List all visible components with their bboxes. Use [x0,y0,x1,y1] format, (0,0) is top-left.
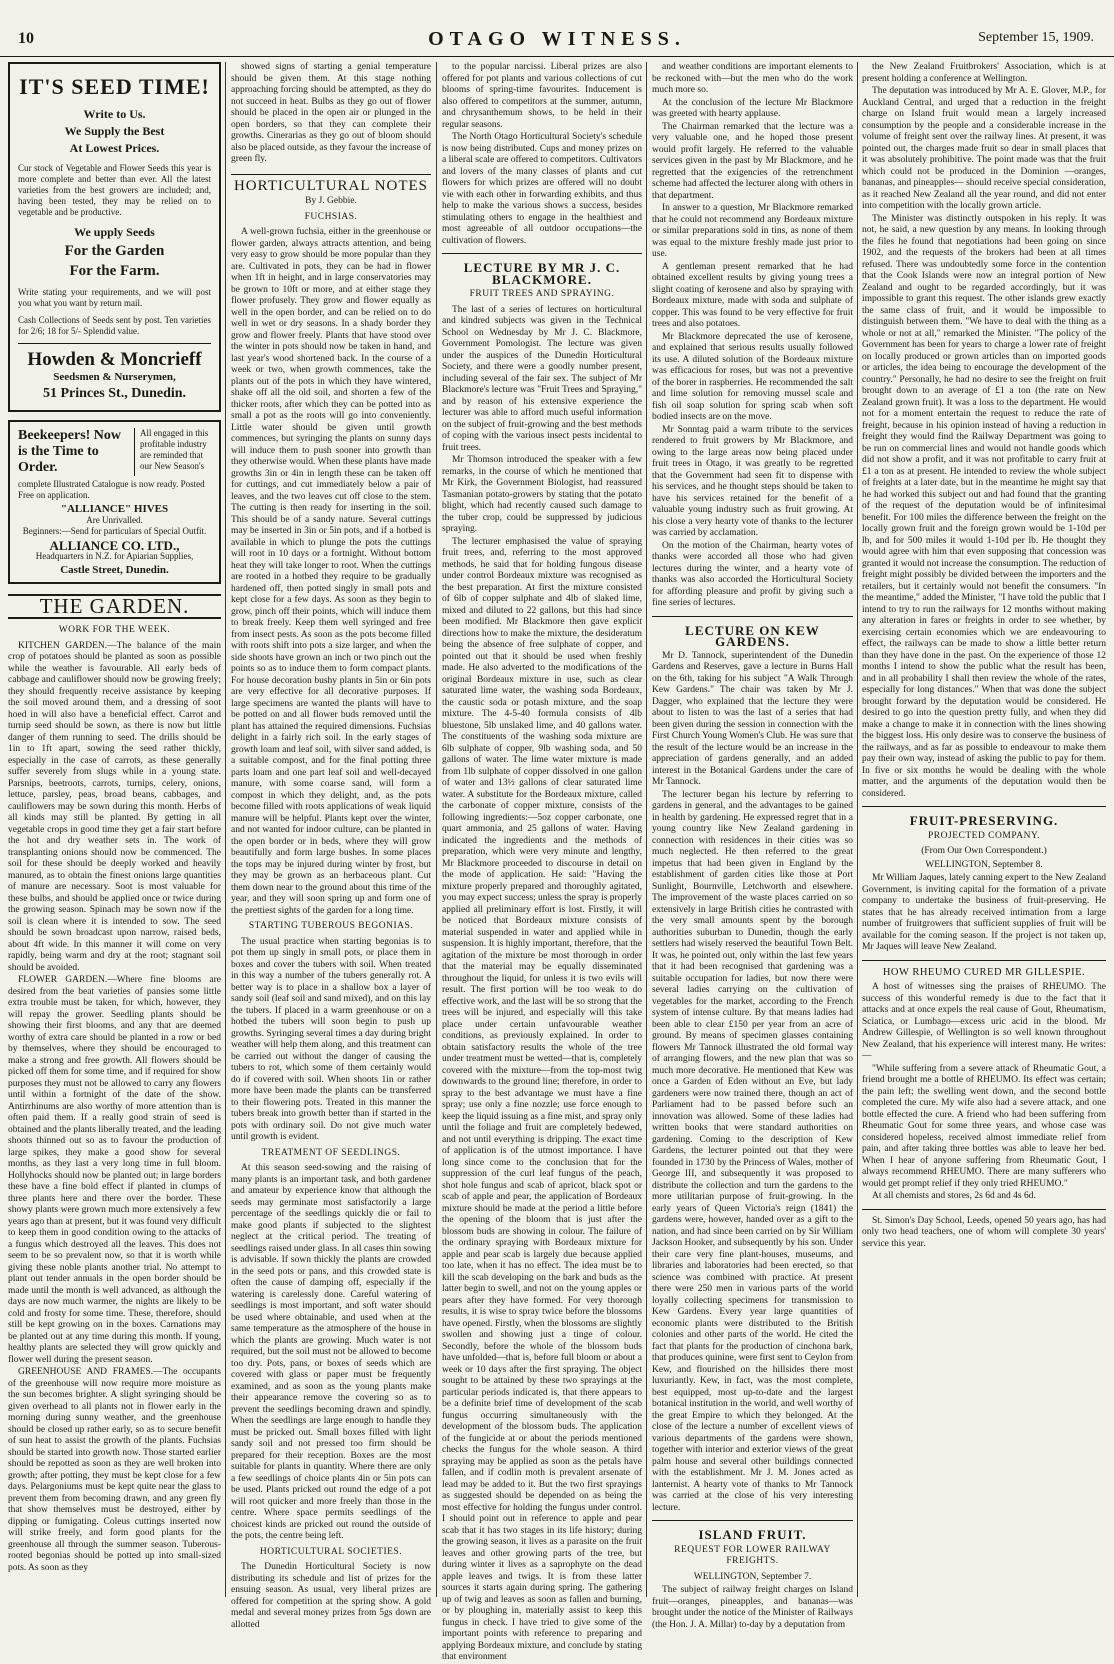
dateline: WELLINGTON, September 8. [925,859,1043,870]
article-paragraph: to the popular narcissi. Liberal prizes are also offered for pot plants and various collections of cut blooms of spring-time favourites. Inducement is also offered to competitors at the summer, autumn, and chrysanthemum shows, to be held in their regular seasons. [442,62,642,130]
column-1 [8,62,221,1592]
column-3 [442,62,642,1662]
ad-body: Cur stock of Vegetable and Flower Seeds this year is more complete and better than ever. All the latest varieties from the best growers are included; and, having been tested, they may be relied on to vegetable and be productive. [18,163,211,217]
kew-lecture-heading: LECTURE ON KEW GARDENS. [685,622,820,649]
article-paragraph: Mr Sonntag paid a warm tribute to the services rendered to fruit growers by Mr Blackmore, and owing to the large areas now being placed under fruit trees in Otago, it was greatly to be regretted that the Government had seen fit to dispense with his services, and he thought steps should be taken to have his services retained for the benefit of a valuable young industry such as fruit growing. At his close a very hearty vote of thanks to the lecturer was carried by acclamation. [652,424,853,538]
divider [862,960,1106,961]
page-number: 10 [18,30,34,47]
ad-firm-sub: Seedsmen & Nurserymen, [53,371,176,383]
column-rule [857,62,858,1597]
issue-date: September 15, 1909. [978,30,1094,45]
seed-advertisement [8,62,221,412]
beekeepers-advertisement [8,420,221,584]
bee-ad-company: ALLIANCE CO. LTD., [49,537,180,553]
divider [442,253,642,254]
ad-garden: For the Garden [64,243,165,259]
article-paragraph: The Chairman remarked that the lecture was a very valuable one, and he hoped those present would profit largely. He referred to the valuable services given in the past by Mr Blackmore, and he regretted that the exigencies of the retrenchment scheme had affected the lecturer along with others in that department. [652,121,853,201]
blackmore-lecture-heading: LECTURE BY MR J. C. BLACKMORE. [463,260,621,287]
divider [652,1520,853,1521]
section-title-garden: THE GARDEN. [8,594,221,620]
article-paragraph: At the conclusion of the lecture Mr Blackmore was greeted with hearty applause. [652,97,853,119]
article-paragraph: "While suffering from a severe attack of Rheumatic Gout, a friend brought me a bottle of RHEUMO. Its effect was certain; the pain left; the swelling went down, and the second bottle completed the cure. My wife also had a severe attack, and one bottle effected the cure. A friend who had been suffering from Rheumatic Gout for some three years, and whose case was considered hopeless, received almost immediate relief from pain, and after taking three bottles was able to leave her bed. When I hear of anyone suffering from Rheumatic Gout, I always recommend RHEUMO. There are many sufferers who would get prompt relief if they only tried RHEUMO." [862,1063,1106,1189]
ad-cash: Cash Collections of Seeds sent by post. Ten varieties for 2/6; 18 for 5/- Splendid value. [18,315,211,336]
masthead [0,0,1114,57]
article-paragraph: the New Zealand Fruitbrokers' Association, which is at present holding a conference at Wellington. [862,62,1106,84]
subheading: REQUEST FOR LOWER RAILWAY FREIGHTS. [674,1544,831,1566]
column-2 [231,62,431,1630]
subheading: STARTING TUBEROUS BEGONIAS. [248,921,414,931]
article-paragraph: St. Simon's Day School, Leeds, opened 50 years ago, has had only two head teachers, one of whom will complete 30 years' service this year. [862,1215,1106,1249]
article-paragraph: The lecturer emphasised the value of spraying fruit trees, and, referring to the most approved methods, he said that for holding fungous disease under control Bordeaux mixture was recognised as the best preparation. At first the mixture consisted of 6lb of copper sulphate and 4lb of slaked lime, mixed and diluted to 22 gallons, but this had since been modified. Mr Blackmore then gave explicit directions how to make the mixture, the desideratum being the absence of free sulphate of copper, and pointed out that it should be used when freshly made. He also adverted to the modifications of the original Bordeaux mixture in use, such as clear saturated lime water, the washing soda Bordeaux, the caustic soda or potash mixture, and the soap mixture. The 4-5-40 formula consists of 4lb bluestone, 5lb unslaked lime, and 40 gallons water. The constituents of the washing soda mixture are 6lb sulphate of copper, 9lb washing soda, and 50 gallons of water. The lime water mixture is made from 1lb sulphate of copper dissolved in one gallon of water and 13½ gallons of clear saturated lime water. A substitute for the Bordeaux mixture, called the carbonate of copper mixture, consists of the following ingredients:—5oz copper carbonate, one quart ammonia, and 25 gallons of water. Having indicated the ingredients and the methods of preparation, which were very minute and lengthy, Mr Blackmore proceeded to discourse in detail on the mode of application. He said: "Having the mixture properly prepared and thoroughly agitated, you may expect success; unless the spray is properly applied all preliminary effort is lost. Firstly, it will be noticed that Bordeaux mixture consists of material suspended in water and applied while in suspension. It is highly important, therefore, that the agitation of the mixture be most thorough in order that the material may be equally disseminated throughout the liquid, for unless it is two evils will result. The first portion will be too weak to do effective work, and the last will be so strong that the trees will be injured, and especially will this take place under certain unfavourable weather conditions, as previously explained. In order to obtain satisfactory results the whole of the tree under treatment must be wetted—that is, completely covered with the mixture—from the top-most twig downwards to the ground line; therefore, in order to spray to the best advantage we must have a fine spray; use only a fine nozzle; use force enough to keep the liquid issuing as a fine mist, and spray only until the foliage and fruit are completely bedewed, and not until everything is dripping. The exact time of application is of the utmost importance. I have long since come to the conclusion that for the suppression of the curl leaf fungus of the peach, shot hole fungus and scab of apricot, black spot or scab of apple and pear, the application of Bordeaux mixture should be made at the period a little before the opening of the bloom that is just after the blossom buds are showing in colour. The failure of the ordinary spraying with Bordeaux mixture for apple and pear scab is largely due because applied too late, when it has no effect. The idea must be to kill the scab developing on the bark and buds as the latter begin to swell, and not on the young apples or pears after they have formed. For very thorough results, it is wise to spray twice before the blossoms have opened. Firstly, when the blossoms are slightly swollen and showing just a tinge of colour. Secondly, before the whole of the blossom buds have unfolded—that is, before full bloom or about a week or 10 days after the first spraying. The object sought to be attained by these two sprayings at the particular periods indicated is, that there appears to be a definite brief time of development of the scab fungus occurring simultaneously with the development of the blossom buds. The application of the fungicide at or about the periods mentioned checks the fungus for the whole season. A third spraying may be applied as soon as the petals have fallen, and if codlin moth is prevalent arsenate of lead may be added to it. But the two first sprayings as suggested should be depended on as being the most effective for holding the fungus under control. I should point out in reference to apple and pear scab that it has two stages in its life history; during the growing season, it lives as a parasite on the fruit leaves and other growing parts of the tree, but during winter it lives as a saprophyte on the dead apple leaves and twigs. It is from these latter sources it starts again during spring. The gathering up of twig and leaves as soon as fallen and burning, or by ploughing in, materially assist to keep this fungus in check. I have tried to give some of the important points with reference to preparing and applying Bordeaux mixture, and conclude by stating that environment [442,536,642,1662]
ad-line: We Supply the Best [64,124,165,138]
divider [862,806,1106,807]
article-paragraph: The usual practice when starting begonias is to pot them up singly in small pots, or place them in boxes and cover the tubers with soil. When treated in this way a number of the tubers generally rot. A better way is to place in a shallow box a layer of sandy soil (leaf soil and sand mixed), and on this lay the tubers. If placed in a warm greenhouse or on a hotbed the tubers will soon begin to push up growths. Syringing several times a day during bright weather will help them along, and this treatment can be carried out without the danger of causing the tubers to rot, which some of them certainly would do if covered with soil. When shoots 1in or rather more have been made the plants can be transferred to their flowering pots. Treated in this manner the tubers break into growth better than if started in the pots with ordinary soil. Do not give much water until growth is evident. [231,936,431,1142]
subheading: FUCHSIAS. [304,211,358,222]
article-paragraph: At all chemists and stores, 2s 6d and 4s 6d. [872,1191,1036,1201]
article-paragraph: The deputation was introduced by Mr A. E. Glover, M.P., for Auckland Central, and urged that a reduction in the freight charge on Island fruit would mean a largely increased consumption by the people and a considerable increase in the volume of freight sent over the railway lines. At present, it was pointed out, the charges made fruit so dear in small places that it was absolutely prohibitive. The point made was that the fruit which could not be produced in the Dominion —oranges, bananas, and pineapples— should receive special consideration, as it reached New Zealand all the year round, and did not enter into competition with the locally grown article. [862,86,1106,211]
ad-firm-name: Howden & Moncrieff [18,343,211,372]
credit-line: (From Our Own Correspondent.) [921,846,1047,856]
article-paragraph: Mr D. Tannock, superintendent of the Dunedin Gardens and Reserves, gave a lecture in Burns Hall on the 6th, taking for his subject "A Walk Through Kew Gardens." The chair was taken by Mr J. Dagger, who explained that the lecture they were about to listen to was the last of a series that had been given during the session in connection with the First Church Young Women's Club. He was sure that the result of the lecture would be an increase in the appreciation of gardens generally, and an added interest in the Botanical Gardens under the care of Mr Tannock. [652,650,853,787]
bee-ad-side: All engaged in this profitable industry are reminded that our New Season's [134,428,211,476]
subheading: FRUIT TREES AND SPRAYING. [469,289,615,299]
horticultural-notes-heading: HORTICULTURAL NOTES [231,174,431,193]
ad-line: At Lowest Prices. [69,141,160,155]
article-paragraph: Mr Thomson introduced the speaker with a few remarks, in the course of which he mentioned that Mr Kirk, the Government Biologist, had reassured Tasmanian potato-growers by stating that the potato blight, which had recently caused such damage to the tuber crop, could be suppressed by judicious spraying. [442,455,642,534]
article-paragraph: and weather conditions are important elements to be reckoned with—but the men who do the work much more so. [652,62,853,95]
column-rule [225,62,226,1597]
article-paragraph: At this season seed-sowing and the raising of many plants is an important task, and both gardener and amateur by experience know that although the seeds may germinate most satisfactorily a large percentage of the seedlings quickly die or fail to make good plants if subjected to the slightest neglect at the critical period. The treating of seedlings raised under glass. In all cases thin sowing is advisable. If sown thickly the plants are crowded in the seed pots or pans, and this crowded state is often the cause of damping off, especially if the watering is carelessly done. Careful watering of seedlings is most important, and soft water should be used where obtainable, and used when at the same temperature as the atmosphere of the house in which the plants are growing. Much water is not required, but the soil must not be allowed to become too dry. Pots, pans, or boxes of seeds which are covered with glass or paper must be frequently examined, and as soon as the young plants make their appearance remove the covering so as to prevent the seedlings becoming drawn and spindly. When the seedlings are large enough to handle they must be pricked out. Small boxes filled with light sandy soil and not pressed too firm should be prepared for their reception. Boxes are the most suitable for plants in quantity. Where there are only a few seedlings of choice plants 4in or 5in pots can be used. Plants pricked out round the edge of a pot will root quicker and more freely than those in the centre. Where space permits seedlings of the choicest kinds are pricked out round the outside of the pots, the centre being left. [231,1163,431,1541]
article-paragraph: The North Otago Horticultural Society's schedule is now being distributed. Cups and money prizes on a liberal scale are offered to competitors. Cultivators and lovers of the many classes of plants and cut flowers for which prizes are offered will no doubt vie with each other in forwarding exhibits, and thus help to make the various shows a success, besides stimulating others to engage in the healthiest and most agreeable of all outdoor occupations—the cultivation of flowers. [442,132,642,246]
bee-ad-body: complete Illustrated Catalogue is now ready. Posted Free on application. [18,478,205,500]
article-paragraph: FLOWER GARDEN.—Where fine blooms are desired from the beat varieties of pansies some little extra trouble must be taken, for which, however, they will repay the grower. Seedling plants should be showing their first blooms, and any that are deemed worthy of extra care should be planted in a row or bed by themselves, where they should be encouraged to make a strong and free growth. All flowers should be picked off them for some time, and if required for show purposes they must not be allowed to carry any flowers until within a fortnight of the date of the show. Antirrhinums are also worthy of more attention than is often paid them. If a really good strain of seed is obtained and the plants liberally treated, and the leading shoots thinned out so as to favour the production of large spikes, they make a good show for several months, as they last a very long time in full bloom. Hollyhocks should now be planted out; in large borders these have a fine bold effect if planted in clumps of three plants here and there over the border. These showy plants were grown much more extensively a few years ago than at present, but it was found very difficult to keep them in good condition owing to the attacks of a fungus which destroyed all the leaves. This does not seem to be so prevalent now, so that it is worth while giving these noble plants another trial. No attempt to plant out tender annuals in the open border should be made until the month is well advanced, as although the days are now much warmer, the nights are likely to be cold and frosty for some time. These, therefore, should still be kept growing on in the boxes. Carnations may be planted out at any time during this month. If young, healthy plants are selected they will grow quickly and flower well during the present season. [8,975,221,1365]
island-fruit-heading: ISLAND FRUIT. [698,1527,807,1542]
column-rule [436,62,437,1597]
article-paragraph: KITCHEN GARDEN.—The balance of the main crop of potatoes should be planted as soon as possible while the weather is favourable. All early beds of cabbage and cauliflower should now be growing freely; they should frequently receive assistance by keeping the soil moved around them, and a dressing of soot hoed in will also have a beneficial effect. Carrot and turnip seed should be sown, as there is now but little danger of them running to seed. The drills should be 1in to 1ft apart, sowing the seed rather thickly, especially in the case of carrots, as these generally suffer severely from slugs while in a young state. Parsnips, beetroots, carrots, turnips, celery, onions, lettuce, parsley, peas, broad beans, cabbages, and cauliflowers may be sown during this month. Herbs of all kinds may still be planted. By getting in all vegetable crops in good time they get a fair start before the hot and dry weather sets in. The work of transplanting onions should now be commenced. The soil for these should be deeply worked and heavily manured, as to obtain the finest onions large quantities of manure are necessary. Soot is most valuable for these bulbs, and should be applied once or twice during the growing season. Spinach may be sown now if the soil is clean where it is intended to sow. The seed should be sown broadcast upon narrow, raised beds, about 4ft wide. In this manner it will come on very rapidly, being warm and dry at the root; stagnant soil should be avoided. [8,640,221,973]
article-paragraph: In answer to a question, Mr Blackmore remarked that he could not recommend any Bordeaux mixture or similar preparations sold in tins, as none of them was equal to the mixture freshly made just prior to use. [652,203,853,259]
article-paragraph: On the motion of the Chairman, hearty votes of thanks were accorded all those who had given lectures during the winter, and a hearty vote of thanks was also accorded the Horticultural Society for affording pleasure and profit by giving such a fine series of lectures. [652,540,853,608]
article-paragraph: showed signs of starting a genial temperature should be given them. At this stage nothing approaching forcing should be attempted, as they do not succeed in heat. Bulbs as they go out of flower should be placed in the open air or plunged in the open borders, so that they can complete their growths. Cinerarias as they go out of bloom should also be placed outside, as they favour the increase of green fly. [231,62,431,164]
article-paragraph: The Minister was distinctly outspoken in his reply. It was not, he said, a new question by any means. In looking through the files he found that negotiations had been going on since 1902, and the requests of the brokers had been at all times refused. There was undoubtedly some force in the contention that the Cook Islands were now an integral portion of New Zealand and ought to be regarded accordingly, but it was impossible to grant this request. The other islands grew exactly the same class of fruit, and it would be impossible to distinguish between them. "We have to deal with the thing as a whole or not at all," remarked the Minister. "The policy of the Government has been for years to charge a lower rate of freight on locally produced or grown articles than on imported goods or articles, the idea being to encourage the development of the country." Personally, he had no desire to see the freight on fruit brought down to an average of £1 a ton (the rate on New Zealand grown fruit). It was a loss to the department. He would not for a moment entertain the request to reduce the rate of freight, because in his opinion instead of having a reduction in freight they would find the Railway Department was going to be run on commercial lines and would not handle goods which did not show a profit, and it was not profitable to carry fruit at £1 a ton as at present. He intended to review the whole subject of freights at a later date, but in the meantime he might say that he had worked this subject out and had found that the granting of the request of the deputation would be of infinitesimal benefit. For 100 miles the difference between the freight on the locally grown fruit and the foreign grown would be 1-10d per lb, and for 500 miles it would 1-10d per lb. He thought they would agree with him that even supposing that concession was granted it would not increase the consumption. The reduction of freight might possibly be divided between the importers and the retailers, but it certainly would not benefit the consumers. "In the meantime," added the Minister, "I have told the public that I intend to try to run the railways for 12 months without making any alteration in fares or freights in order to see whether, by exercising certain economies which we are endeavouring to effect, the railways can be made to show a little better return than they have done in the past. On the experience of those 12 months I intend to show the public what the result has been, and in all probability I shall then review the whole of the rates, especially for long distances." When that was done the subject brought forward by the deputation would be considered. He desired to go into the question pretty fully, and when they did make a change to make it in connection with the lines showing the biggest loss. His only desire was to conserve the business of the railways, and as far as possible to endeavour to make them pay their own way, instead of asking the public to pay for them. In five or six months he would be dealing with the whole matter, and the arguments of the deputation would then be considered. [862,213,1106,799]
article-paragraph: The lecturer began his lecture by referring to gardens in general, and the advantages to be gained in health by gardening. He expressed regret that in a young country like New Zealand gardening in connection with residences in their cities was so much neglected. He then referred to the great impetus that had been given in England by the establishment of garden cities like those at Port Sunlight, Bournville, Letchworth and elsewhere. The improvement of the waste places carried on so extensively in large British cities he contrasted with the very small amounts spent by the borough authorities suburban to Dunedin, though the early settlers had wisely reserved the beautiful Town Belt. It was, he pointed out, only within the last few years that it had been recognised that gardening was a suitable occupation for ladies, but now there were several ladies carrying on the cultivation of vegetables for the market, according to the French system of intense culture. By that means ladies had been able to clear £150 per year from an acre of ground. By means of specimen glasses containing flowers Mr Tannock illustrated the old formal way of arranging flowers, and the new plan that was so much more decorative. He mentioned that Kew was once a Garden of Eden without an Eve, but lady gardeners were now trained there, though an act of Parliament had to be passed before such an innovation was allowed. Some of these ladies had written books that were standard authorities on gardening. Coming to the description of Kew Gardens, the lecturer pointed out that they were founded in 1730 by the Princess of Wales, mother of George III, and subsequently it was proposed to distribute the collection and turn the gardens to the more utilitarian purpose of fruit-growing. In the early years of Queen Victoria's reign (1841) the gardens were, however, handed over as a gift to the nation, and had since been carried on by Sir William Jackson Hooker, and subsequently by his son. Under their care very fine plant-houses, museums, and libraries and laboratories had been erected, so that science was combined with practice. At present there were 250 men in various parts of the world loyally collecting specimens for transmission to Kew Gardens. Every year large quantities of economic plants were distributed to the British colonies and other parts of the world. He cited the fact that plants for the production of cinchona bark, that produces quinine, were first sent to Ceylon from Kew, and flourished on the hillsides there most luxuriantly. Kew, in fact, was the most complete, best equipped, most up-to-date and the largest botanical institution in the world, and well worthy of the great Empire to which they belonged. At the close of the lecture a number of excellent views of various departments of the gardens were shown, together with interior and exterior views of the great palm house and several other buildings connected with the establishment. Mr J. M. Jones acted as lanternist. A hearty vote of thanks to Mr Tannock was carried at the close of his very interesting lecture. [652,789,853,1513]
work-heading: WORK FOR THE WEEK. [58,625,171,635]
dateline: WELLINGTON, September 7. [693,1571,812,1582]
newspaper-title: OTAGO WITNESS. [428,28,686,50]
bee-ad-hq: Headquarters in N.Z. for Apiarian Supplies, [35,550,194,561]
article-paragraph: GREENHOUSE AND FRAMES.—The occupants of the greenhouse will now require more moisture as the sun becomes brighter. A slight syringing should be given overhead to all plants not in flower early in the morning during sunny weather, and the greenhouse should be closed up rather early, so as to secure benefit of sun heat to assist the growth of the plants. Fuchsias should be started into growth now. Those started earlier should be repotted as soon as they are well broken into growth; after potting, they must be kept close for a few days. Pelargoniums must be kept quite near the glass to prevent them from becoming drawn, and any green fly that show themselves must be destroyed, either by dipping or fumigating. Coleus cuttings inserted now will strike freely, and form good plants for the greenhouse all through the summer season. Tuberous-rooted begonias should be potted up into small-sized pots. As soon as they [8,1367,221,1573]
article-paragraph: Mr Blackmore deprecated the use of kerosene, and explained that serious results usually followed its use. A diluted solution of the Bordeaux mixture was efficacious for roses, but was not a preventive of the borer in raspberries. He recommended the salt and lime solution for removing mussel scale and fish oil soap solution for spring scab when soft bodied insects are on the move. [652,331,853,422]
fruit-preserving-heading: FRUIT-PRESERVING. [909,813,1059,828]
article-paragraph: A host of witnesses sing the praises of RHEUMO. The success of this wonderful remedy is due to the fact that it attacks and at once expels the real cause of Gout, Rheumatism, Sciatica, or Lumbago—excess uric acid in the blood. Mr Andrew Gillespie, of Wellington is so well known throughout New Zealand, that his experience will interest many. He writes:— [862,982,1106,1061]
column-5 [862,62,1106,1592]
bee-ad-headline: Beekeepers! Now is the Time to Order. [18,427,122,475]
divider [862,1209,1106,1210]
byline: By J. Gebbie. [305,196,357,206]
bee-ad-street: Castle Street, Dunedin. [60,563,169,576]
column-rule [646,62,647,1597]
ad-write: Write stating your requirements, and we will post you what you want by return mail. [18,287,211,308]
bee-ad-brand-sub: Are Unrivalled. [86,514,143,525]
article-paragraph: A well-grown fuchsia, either in the greenhouse or flower garden, always attracts attention, and being very easy to grow should be more popular than they are. Cultivated in pots, they can be had in flower when 1ft in height, and in large conservatories may be grown to 10ft or more, and at either stage they flower profusely. They grow and flower equally as well in the open border, and can be relied on to do well in wet or dry seasons. In a shady border they grow and flower freely. Plants that have stood over the winter in pots should now be taken in hand, and last year's wood shortened back. In the course of a week or two, when growth commences, take the plants out of the pots in which they have wintered, shake off all the old soil, and shorten a few of the thicker roots, after which they can be potted into as small a pot as the roots will go into conveniently. Little water should be given until growth commences, but syringing the plants on sunny days will induce them to push sooner into growth than they otherwise would. When these plants have made growths 3in or 4in in length these can be taken off for cuttings, and cut immediately below a pair of leaves, and the two leaves cut off close to the stem. The cutting is then ready for inserting in the soil. This should be of a sandy nature. Several cuttings may be inserted in 3in or 5in pots, and if a hotbed is available in which to plunge the pots the cuttings will root in 10 days or a fortnight. Without bottom heat they will take longer to root. When the cuttings are rooted in a hotbed they require to be gradually hardened off, then potted singly in small pots and kept close for a few days. As soon as they begin to grow, pinch off their points, which will induce them to break freely. Keep them well syringed and free from insect pests. As soon as the pots become filled with roots shift into pots a size larger, and when the side shoots have grown an inch or two pinch out the points so as to induce them to form compact plants. For house decoration bushy plants in 5in or 6in pots are very effective for all decorative purposes. If large specimens are wanted the plants will have to be potted on and all flower buds removed until the plant has attained the required dimensions. Fuchsias delight in a fairly rich soil. In the early stages of growth loam and leaf soil, with silver sand added, is a suitable compost, and for the final potting three parts loam and one part leaf soil and well-decayed manure, with some coarse sand, will form a compost in which they delight, and, as the pots become filled with roots applications of weak liquid manure will be helpful. Plants kept over the winter, and not wanted for indoor culture, can be planted in the open border or in beds, where they will grow beautifully and form large bushes. In some places the tops may be injured during winter by frost, but they may be grown as an herbaceous plant. Cut them down near to the ground about this time of the year, and they will soon spring up and form one of the prettiest sights of the garden for a long time. [231,227,431,916]
ad-address: 51 Princes St., Dunedin. [42,385,187,401]
rheumo-heading: HOW RHEUMO CURED MR GILLESPIE. [882,966,1086,978]
article-paragraph: Mr William Jaques, lately canning expert to the New Zealand Government, is inviting capital for the formation of a private company to undertake the business of fruit-preserving. He states that he has already received intimation from a large number of fruitgrowers that sufficient supplies of fruit will be available for the coming season. If the project is not taken up, Mr Jaques will leave New Zealand. [862,873,1106,952]
ad-farm: For the Farm. [69,263,160,279]
article-paragraph: The subject of railway freight charges on Island fruit—oranges, pineapples, and bananas—was brought under the notice of the Minister of Railways (the Hon. J. A. Millar) to-day by a deputation from [652,1585,853,1630]
divider [652,616,853,617]
subheading: TREATMENT OF SEEDLINGS. [261,1147,401,1158]
article-paragraph: A gentleman present remarked that he had obtained excellent results by giving young trees a slight coating of kerosene and also by spraying with Bordeaux mixture, made with soda and sulphate of copper. This was found to be very effective for fruit trees and also potatoes. [652,261,853,329]
column-4 [652,62,853,1630]
bee-ad-brand: "ALLIANCE" HIVES [60,502,169,515]
bee-ad-beginners: Beginners:—Send for particulars of Special Outfit. [22,525,207,536]
subheading: PROJECTED COMPANY. [928,830,1040,841]
article-paragraph: The Dunedin Horticultural Society is now distributing its schedule and list of prizes for the ensuing season. As usual, very liberal prizes are offered for competition at the spring show. A gold medal and several money prizes from 5gs down are allotted [231,1562,431,1630]
ad-line: Write to Us. [83,107,146,121]
ad-headline: IT'S SEED TIME! [19,74,210,99]
ad-supply: We upply Seeds [74,225,155,239]
subheading: HORTICULTURAL SOCIETIES. [259,1546,403,1557]
article-paragraph: The last of a series of lectures on horticultural and kindred subjects was given in the Technical School on Wednesday by Mr J. C. Blackmore, Government Pomologist. The lecture was given under the auspices of the Dunedin Horticultural Society, and there were a goodly number present, including several of the fair sex. The subject of Mr Blackmore's lecture was "Fruit Trees and Spraying," and by reason of his extensive experience the lecturer was able to afford much useful information on the subject of fruit-growing and the best methods of coping with the various insect pests incidental to fruit trees. [442,304,642,453]
